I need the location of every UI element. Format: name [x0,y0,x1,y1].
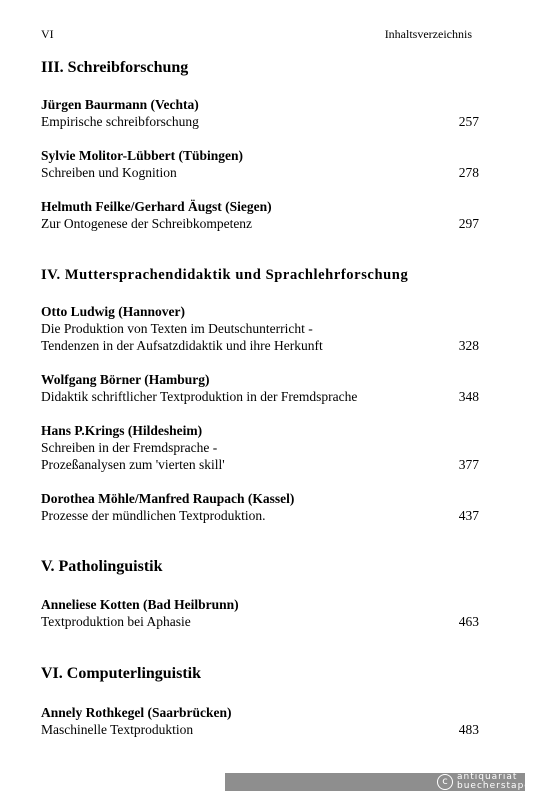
entry-title: Textproduktion bei Aphasie [41,614,191,629]
entry-author: Jürgen Baurmann (Vechta) [41,97,199,112]
entry-title: Schreiben in der Fremdsprache - [41,440,218,455]
entry-author: Hans P.Krings (Hildesheim) [41,423,203,438]
entry-author: Helmuth Feilke/Gerhard Äugst (Siegen) [41,199,272,214]
toc-entry [41,422,479,473]
entry-page: 377 [458,457,479,472]
entry-title: Zur Ontogenese der Schreibkompetenz [41,216,253,231]
entry-title: Die Produktion von Texten im Deutschunterricht - [41,321,313,336]
toc-entry [41,198,479,232]
entry-page: 328 [458,338,479,353]
copyright-logo-icon: c [437,774,453,790]
entry-author: Anneliese Kotten (Bad Heilbrunn) [41,597,239,612]
page-number-roman: VI [41,27,54,41]
toc-entry [41,371,479,405]
entry-page: 278 [458,165,479,180]
entry-title: Prozesse der mündlichen Textproduktion. [41,508,266,523]
entry-title: Didaktik schriftlicher Textproduktion in der Fremdsprache [41,389,358,404]
entry-title: Schreiben und Kognition [41,165,177,180]
entry-page: 257 [458,114,479,129]
entry-page: 297 [458,216,479,231]
entry-title-cont: Prozeßanalysen zum 'vierten skill' [41,457,225,472]
entry-author: Sylvie Molitor-Lübbert (Tübingen) [41,148,244,163]
watermark-bar [225,772,534,791]
toc-entry [41,490,479,524]
entry-title: Maschinelle Textproduktion [41,722,194,737]
entry-author: Annely Rothkegel (Saarbrücken) [41,705,232,720]
section-title-iii: III. Schreibforschung [41,59,189,76]
entry-page: 483 [458,722,479,737]
toc-entry [41,596,479,630]
entry-title: Empirische schreibforschung [41,114,199,129]
entry-page: 348 [458,389,479,404]
running-header: Inhaltsverzeichnis [384,27,472,41]
entry-page: 437 [458,508,479,523]
section-title-iv: IV. Muttersprachendidaktik und Sprachlehrforschung [41,267,409,283]
section-title-v: V. Patholinguistik [41,558,163,575]
toc-entry [41,147,479,181]
toc-entry [41,704,479,738]
watermark-text [457,773,534,791]
entry-title-cont: Tendenzen in der Aufsatzdidaktik und ihre Herkunft [41,338,323,353]
entry-page: 463 [458,614,479,629]
entry-author: Wolfgang Börner (Hamburg) [41,372,210,387]
entry-author: Otto Ludwig (Hannover) [41,304,186,319]
watermark-line2: buecherstapel [457,781,534,791]
entry-author: Dorothea Möhle/Manfred Raupach (Kassel) [41,491,295,506]
toc-entry [41,96,479,130]
toc-entry [41,303,479,354]
section-title-vi: VI. Computerlinguistik [41,665,202,682]
watermark-line1: antiquariat [457,772,518,782]
